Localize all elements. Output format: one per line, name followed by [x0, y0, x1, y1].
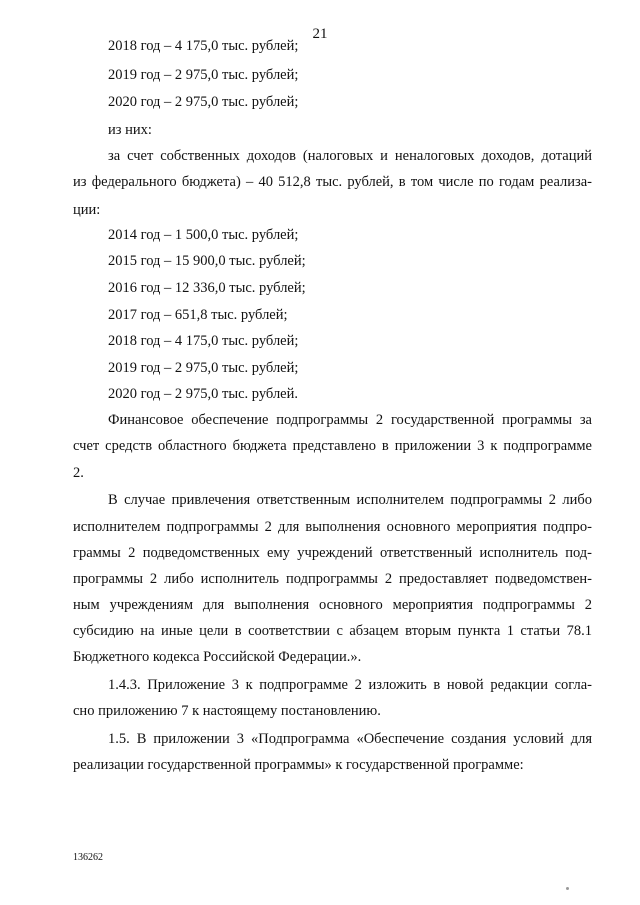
text-line: 2019 год – 2 975,0 тыс. рублей; — [108, 67, 299, 83]
text-line: счет средств областного бюджета представлено в приложении 3 к подпрограмме — [73, 438, 592, 454]
text-line: 2015 год – 15 900,0 тыс. рублей; — [108, 253, 306, 269]
text-line: программы 2 либо исполнитель подпрограммы 2 предоставляет подведомствен- — [73, 571, 592, 587]
text-line: сно приложению 7 к настоящему постановлению. — [73, 703, 381, 719]
text-line: Бюджетного кодекса Российской Федерации.». — [73, 649, 362, 665]
scan-mark — [566, 887, 569, 890]
page-number: 21 — [312, 26, 328, 42]
text-line: ным учреждениям для выполнения основного мероприятия подпрограммы 2 — [73, 597, 592, 613]
text-line: Финансовое обеспечение подпрограммы 2 государственной программы за — [108, 412, 592, 428]
text-line: 2014 год – 1 500,0 тыс. рублей; — [108, 227, 299, 243]
text-line: 2016 год – 12 336,0 тыс. рублей; — [108, 280, 306, 296]
text-line: 1.4.3. Приложение 3 к подпрограмме 2 изложить в новой редакции согла- — [108, 677, 592, 693]
text-line: 2. — [73, 465, 84, 481]
text-line: В случае привлечения ответственным исполнителем подпрограммы 2 либо — [108, 492, 592, 508]
text-line: ции: — [73, 202, 101, 218]
text-line: из них: — [108, 122, 152, 138]
text-line: 2019 год – 2 975,0 тыс. рублей; — [108, 360, 299, 376]
text-line: 2020 год – 2 975,0 тыс. рублей. — [108, 386, 299, 402]
text-line: реализации государственной программы» к государственной программе: — [73, 757, 524, 773]
footer-code: 136262 — [73, 852, 103, 863]
text-line: за счет собственных доходов (налоговых и неналоговых доходов, дотаций — [108, 148, 592, 164]
text-line: 2017 год – 651,8 тыс. рублей; — [108, 307, 288, 323]
text-line: исполнителем подпрограммы 2 для выполнения основного мероприятия подпро- — [73, 519, 592, 535]
text-line: граммы 2 подведомственных ему учреждений ответственный исполнитель под- — [73, 545, 592, 561]
text-line: из федерального бюджета) – 40 512,8 тыс. рублей, в том числе по годам реализа- — [73, 174, 592, 190]
text-line: 2020 год – 2 975,0 тыс. рублей; — [108, 94, 299, 110]
text-line: 2018 год – 4 175,0 тыс. рублей; — [108, 333, 299, 349]
text-line: субсидию на иные цели в соответствии с абзацем вторым пункта 1 статьи 78.1 — [73, 623, 592, 639]
text-line: 1.5. В приложении 3 «Подпрограмма «Обеспечение создания условий для — [108, 731, 592, 747]
text-line: 2018 год – 4 175,0 тыс. рублей; — [108, 38, 299, 54]
